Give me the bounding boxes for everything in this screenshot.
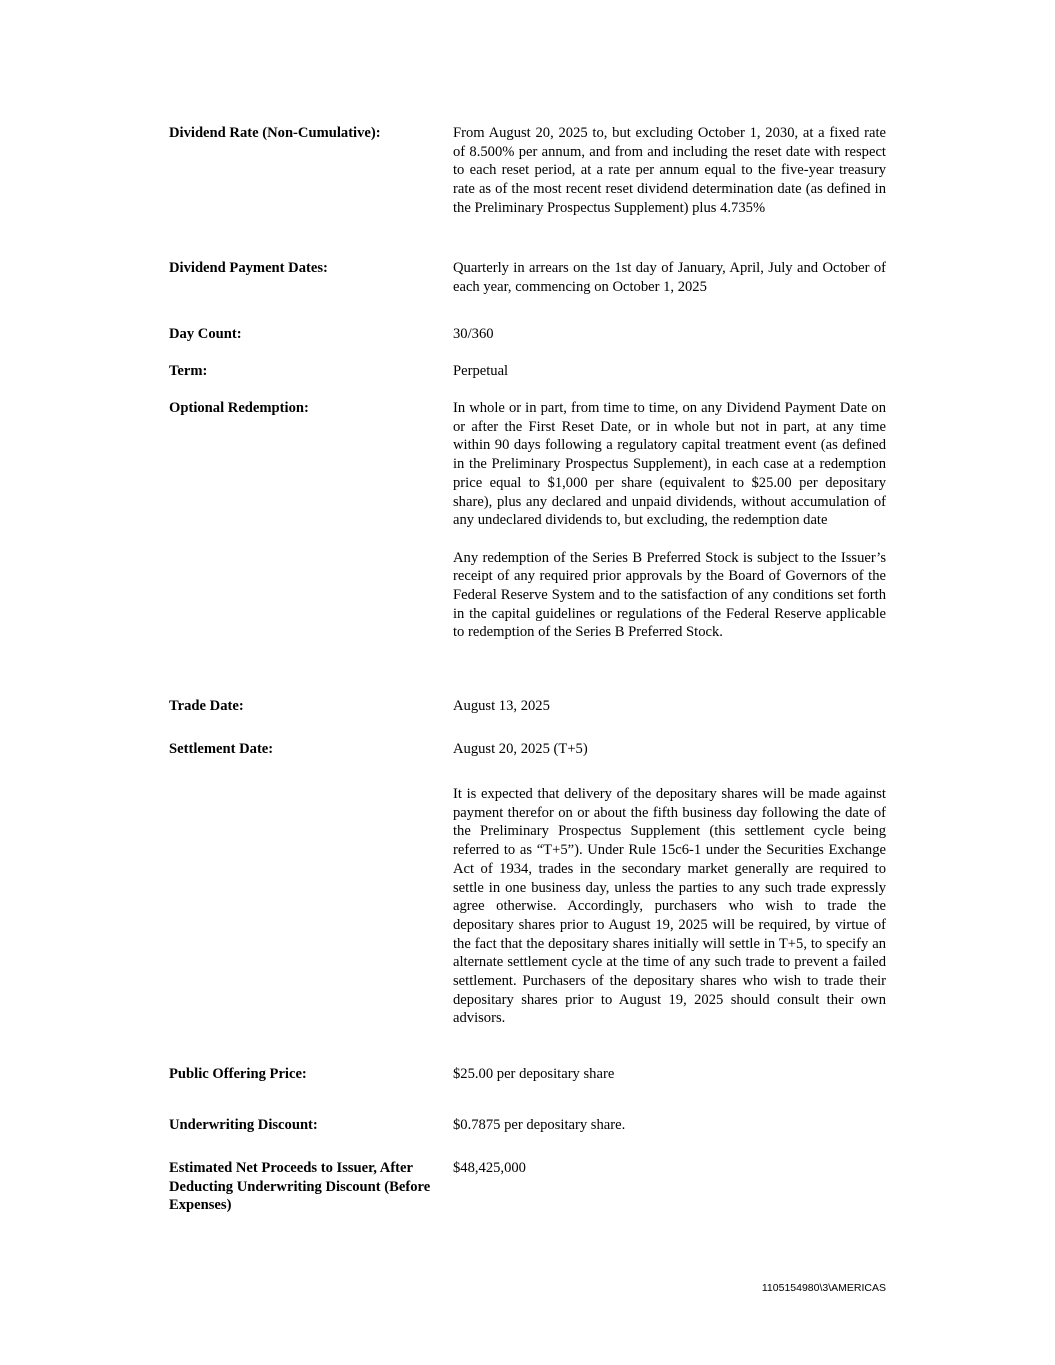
term-paragraph: $0.7875 per depositary share.	[453, 1117, 626, 1133]
term-paragraph: It is expected that delivery of the depositary shares will be made against payment therefor on or about the fifth business day following the date of the Preliminary Prospectus Supplement (this settlement cycle being referred to as “T+5”). Under Rule 15c6-1 under the Securities Exchange Act of 1934, trades in the secondary market generally are required to settle in one business day, unless the parties to any such trade expressly agree otherwise. Accordingly, purchasers who wish to trade the depositary shares prior to August 19, 2025 will be required, by virtue of the fact that the depositary shares initially will settle in T+5, to specify an alternate settlement cycle at the time of any such trade to prevent a failed settlement. Purchasers of the depositary shares who wish to trade their depositary shares prior to August 19, 2025 should consult their own advisors.	[453, 786, 886, 1027]
term-paragraph: $25.00 per depositary share	[453, 1066, 615, 1082]
term-value-settlement-explanation	[453, 785, 886, 1028]
term-value-dividend-rate	[453, 124, 886, 218]
term-value-trade-date	[453, 697, 886, 716]
term-value-optional-redemption	[453, 399, 886, 642]
term-label-dividend-payment-dates: Dividend Payment Dates:	[169, 260, 328, 276]
term-paragraph: 30/360	[453, 326, 494, 342]
term-label-day-count: Day Count:	[169, 326, 242, 342]
term-paragraph: From August 20, 2025 to, but excluding October 1, 2030, at a fixed rate of 8.500% per annum, and from and including the reset date with respect to each reset period, at a rate per annum equal to the five-year treasury rate as of the most recent reset dividend determination date (as defined in the Preliminary Prospectus Supplement) plus 4.735%	[453, 125, 886, 216]
term-label-settlement-date: Settlement Date:	[169, 741, 274, 757]
term-paragraph: Quarterly in arrears on the 1st day of January, April, July and October of each year, commencing on October 1, 2025	[453, 260, 886, 295]
term-value-term	[453, 362, 886, 381]
term-value-dividend-payment-dates	[453, 259, 886, 296]
term-value-estimated-net-proceeds	[453, 1159, 886, 1178]
term-label-term: Term:	[169, 363, 208, 379]
term-label-dividend-rate: Dividend Rate (Non-Cumulative):	[169, 125, 381, 141]
term-paragraph: $48,425,000	[453, 1160, 526, 1176]
term-label-optional-redemption: Optional Redemption:	[169, 400, 309, 416]
document-id-footer: 1105154980\3\AMERICAS	[761, 1282, 886, 1294]
term-value-underwriting-discount	[453, 1116, 886, 1135]
term-label-estimated-net-proceeds: Estimated Net Proceeds to Issuer, After Deducting Underwriting Discount (Before Expenses)	[169, 1160, 431, 1214]
term-paragraph: August 20, 2025 (T+5)	[453, 741, 588, 757]
term-label-underwriting-discount: Underwriting Discount:	[169, 1117, 318, 1133]
term-paragraph: August 13, 2025	[453, 698, 550, 714]
term-label-public-offering-price: Public Offering Price:	[169, 1066, 307, 1082]
term-value-public-offering-price	[453, 1065, 886, 1084]
term-label-trade-date: Trade Date:	[169, 698, 244, 714]
term-paragraph: In whole or in part, from time to time, on any Dividend Payment Date on or after the First Reset Date, or in whole but not in part, at any time within 90 days following a regulatory capital treatment event (as defined in the Preliminary Prospectus Supplement), in each case at a redemption price equal to $1,000 per share (equivalent to $25.00 per depositary share), plus any declared and unpaid dividends, without accumulation of any undeclared dividends to, but excluding, the redemption date	[453, 400, 886, 529]
term-paragraph: Perpetual	[453, 363, 509, 379]
term-value-settlement-date	[453, 740, 886, 759]
term-value-day-count	[453, 325, 886, 344]
term-paragraph: Any redemption of the Series B Preferred Stock is subject to the Issuer’s receipt of any required prior approvals by the Board of Governors of the Federal Reserve System and to the satisfaction of any conditions set forth in the capital guidelines or regulations of the Federal Reserve applicable to redemption of the Series B Preferred Stock.	[453, 549, 886, 641]
